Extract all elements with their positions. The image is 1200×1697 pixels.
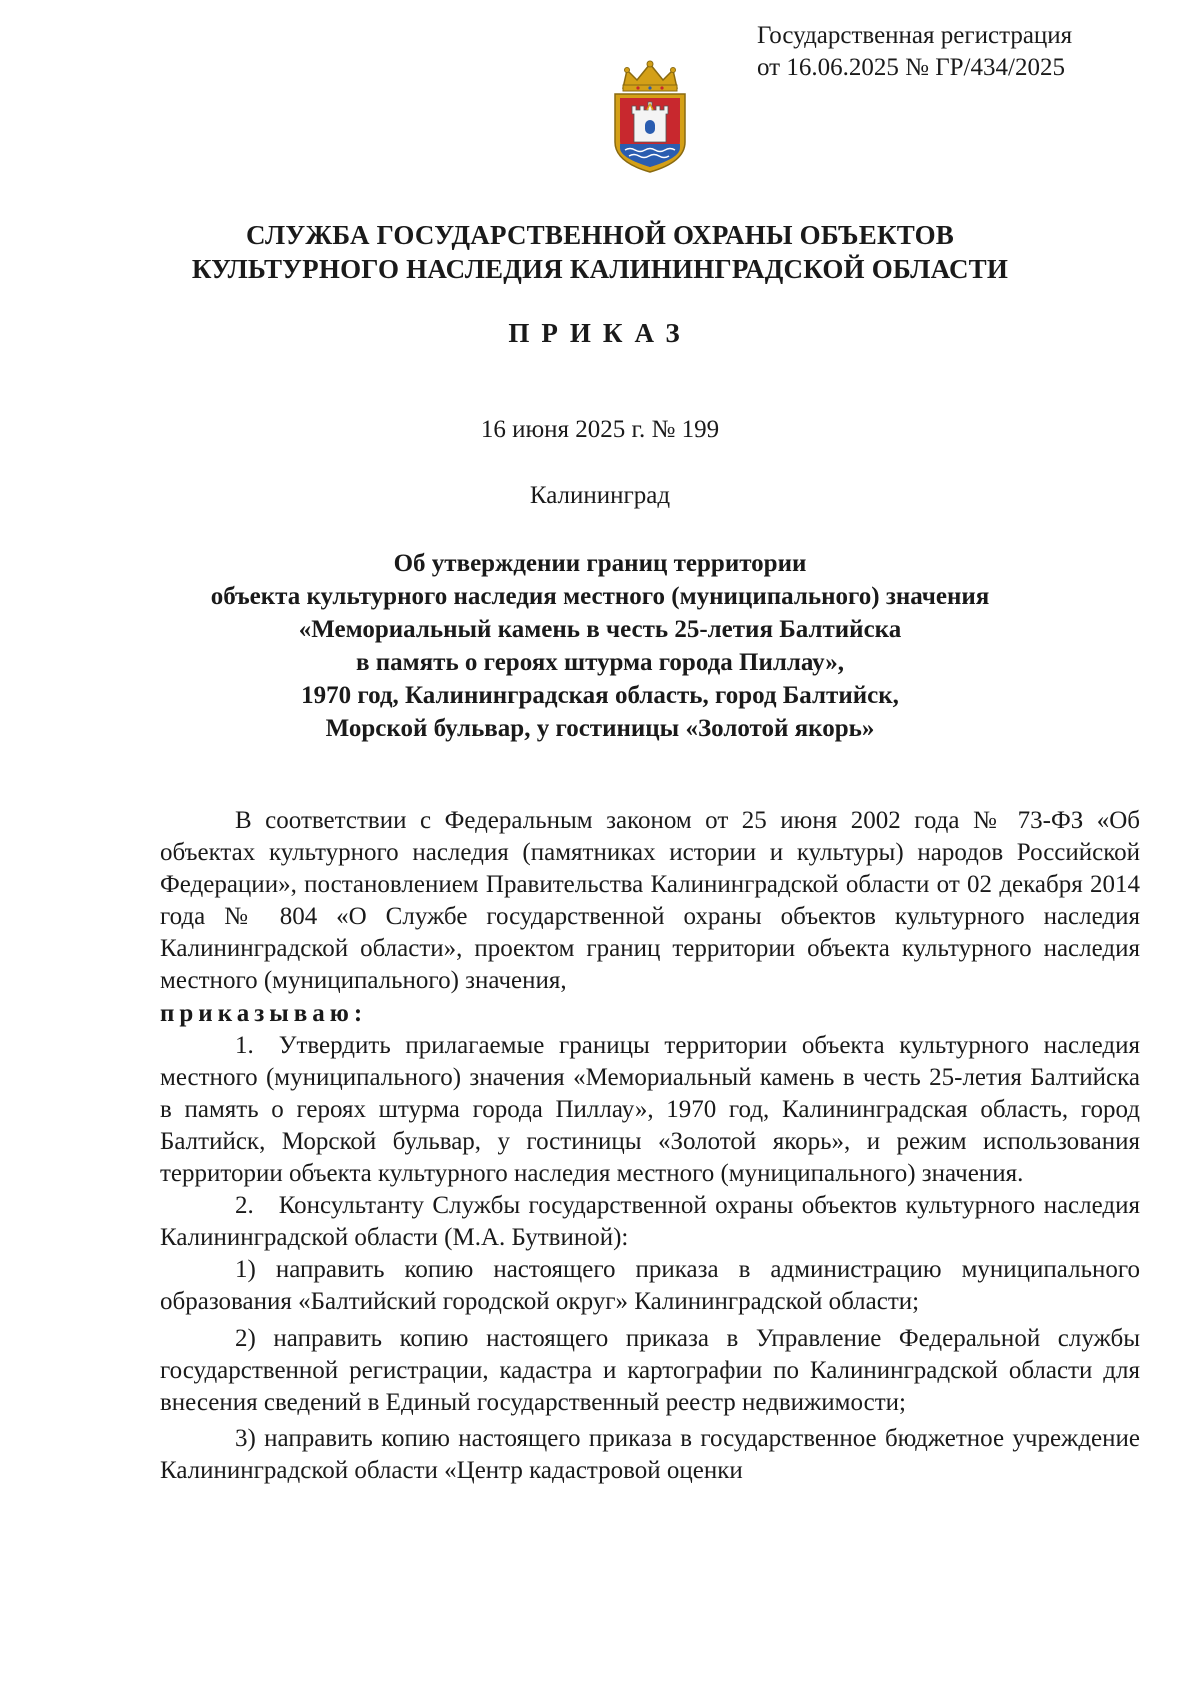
document-type-heading: ПРИКАЗ — [508, 318, 692, 348]
agency-name — [0, 218, 1200, 286]
directive-word: приказываю: — [160, 999, 368, 1027]
subject-line: в память о героях штурма города Пиллау», — [355, 649, 845, 676]
directive-paragraph — [160, 998, 1140, 1030]
order-subject — [180, 547, 1020, 745]
subitem-1-paragraph: 1) направить копию настоящего приказа в администрацию муниципального образования «Балтийский городской округ» Калининградской области; — [160, 1256, 1140, 1316]
subitem-2-paragraph: 2) направить копию настоящего приказа в Управление Федеральной службы государственной регистрации, кадастра и картографии по Калининградской области для внесения сведений в Единый государственный реестр недвижимости; — [160, 1324, 1140, 1416]
preamble-paragraph: В соответствии с Федеральным законом от 25 июня 2002 года № 73-ФЗ «Об объектах культурного наследия (памятниках истории и культуры) народов Российской Федерации», постановлением Правительства Калининградской области от 02 декабря 2014 года № 804 «О Службе государственной охраны объектов культурного наследия Калининградской области», проектом границ территории объекта культурного наследия местного (муниципального) значения, — [160, 807, 1140, 995]
registration-line-1: Государственная регистрация — [757, 22, 1073, 49]
subitem-3-paragraph: 3) направить копию настоящего приказа в государственное бюджетное учреждение Калининградской области «Центр кадастровой оценки — [160, 1424, 1140, 1484]
subject-line: Об утверждении границ территории — [393, 550, 807, 577]
agency-name-line-2: КУЛЬТУРНОГО НАСЛЕДИЯ КАЛИНИНГРАДСКОЙ ОБЛАСТИ — [191, 254, 1009, 284]
item-1-paragraph: 1. Утвердить прилагаемые границы территории объекта культурного наследия местного (муниципального) значения «Мемориальный камень в честь 25-летия Балтийска в память о героях штурма города Пиллау», 1970 год, Калининградская область, город Балтийск, Морской бульвар, у гостиницы «Золотой якорь», и режим использования территории объекта культурного наследия местного (муниципального) значения. — [160, 1031, 1140, 1188]
subject-line: объекта культурного наследия местного (муниципального) значения — [210, 583, 990, 610]
order-city: Калининград — [529, 482, 671, 509]
registration-line-2: от 16.06.2025 № ГР/434/2025 — [757, 54, 1065, 81]
subject-line: Морской бульвар, у гостиницы «Золотой якорь» — [325, 715, 875, 742]
coat-of-arms-emblem — [605, 58, 695, 176]
order-body — [160, 805, 1140, 1487]
agency-name-line-1: СЛУЖБА ГОСУДАРСТВЕННОЙ ОХРАНЫ ОБЪЕКТОВ — [246, 220, 954, 250]
order-date-number: 16 июня 2025 г. № 199 — [480, 416, 720, 443]
item-2-paragraph: 2. Консультанту Службы государственной охраны объектов культурного наследия Калининградской области (М.А. Бутвиной): — [160, 1192, 1140, 1252]
registration-stamp — [757, 20, 1157, 84]
subject-line: «Мемориальный камень в честь 25-летия Балтийска — [298, 616, 902, 643]
subject-line: 1970 год, Калининградская область, город Балтийск, — [301, 682, 899, 709]
